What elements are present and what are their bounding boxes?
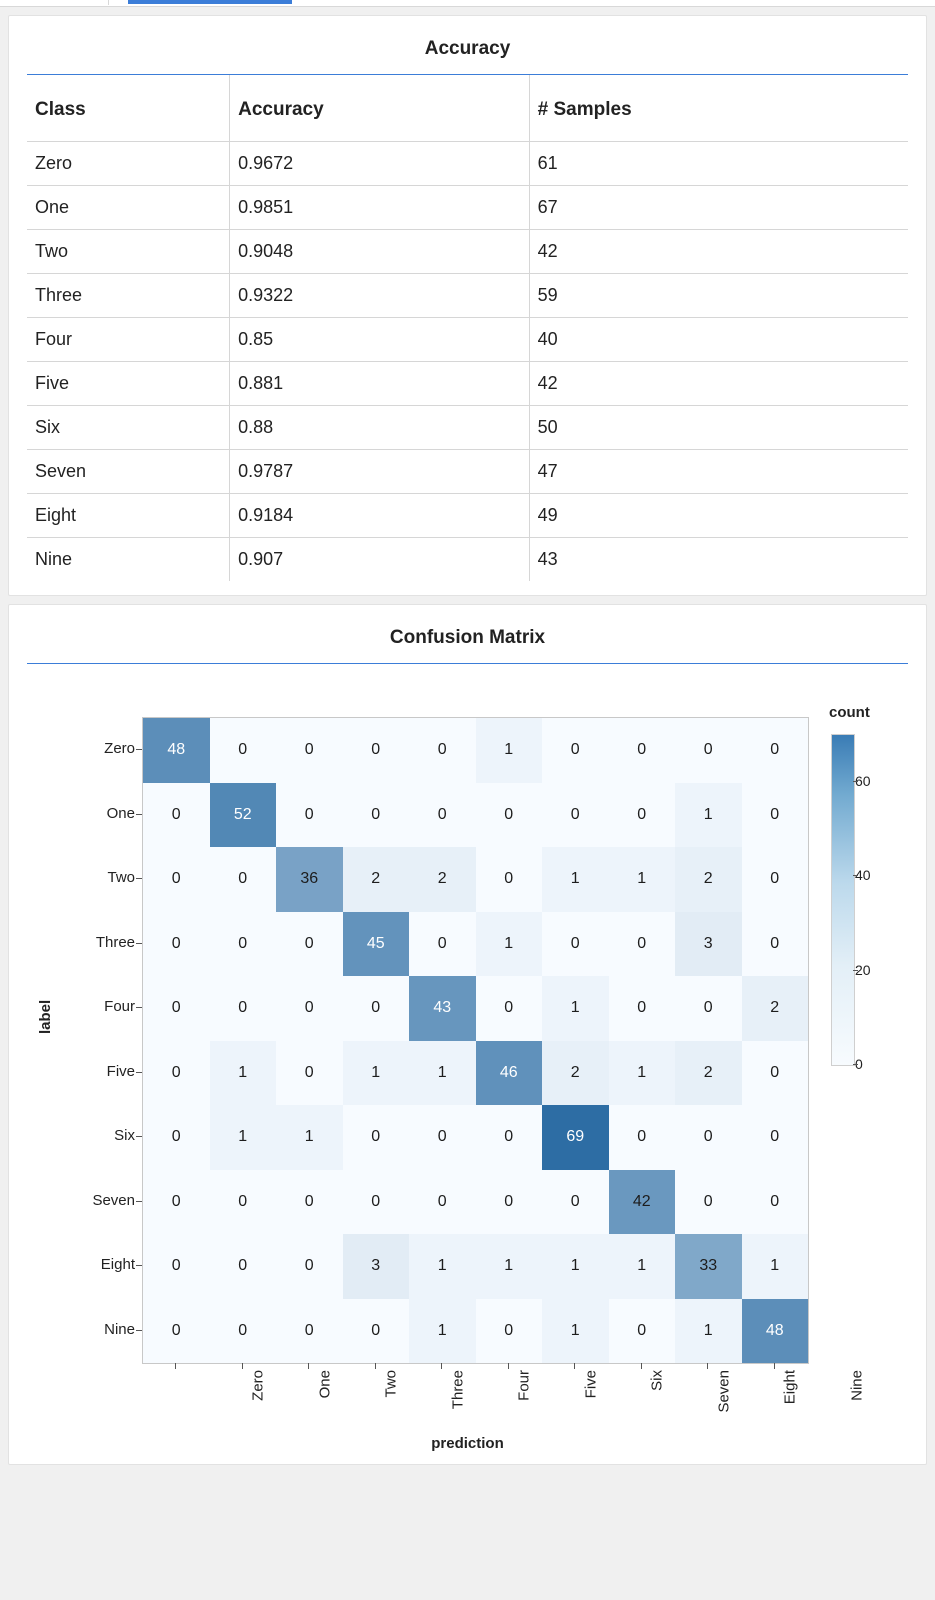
heatmap-cell: 2 [675, 1041, 742, 1106]
table-row [27, 142, 908, 186]
y-tick-label: Nine [104, 1320, 135, 1338]
cell-class: Seven [27, 450, 230, 494]
heatmap-cell: 3 [343, 1234, 410, 1299]
heatmap-cell: 0 [210, 976, 277, 1041]
axis-label-y: label [37, 999, 54, 1034]
tab-strip [0, 0, 935, 7]
heatmap-cell: 0 [210, 912, 277, 977]
heatmap-cell: 0 [276, 1170, 343, 1235]
heatmap-cell: 1 [675, 783, 742, 848]
heatmap-cell: 0 [542, 718, 609, 783]
heatmap-cell: 0 [210, 1234, 277, 1299]
heatmap-cell: 0 [276, 1299, 343, 1364]
y-tick-mark [136, 943, 142, 944]
cell-samples: 59 [529, 274, 908, 318]
heatmap-cell: 0 [542, 1170, 609, 1235]
table-row [27, 406, 908, 450]
table-row [27, 318, 908, 362]
heatmap-cell: 0 [143, 783, 210, 848]
confusion-matrix-title: Confusion Matrix [389, 627, 546, 648]
heatmap-cell: 1 [542, 1234, 609, 1299]
x-tick-mark [441, 1363, 442, 1369]
heatmap-cell: 48 [742, 1299, 809, 1364]
x-tick-label: Zero [249, 1370, 267, 1401]
x-tick-label: One [316, 1370, 334, 1399]
table-row [27, 362, 908, 406]
y-tick-mark [136, 1007, 142, 1008]
heatmap-cell: 0 [609, 912, 676, 977]
heatmap-cell: 2 [742, 976, 809, 1041]
cell-accuracy: 0.907 [230, 538, 530, 582]
confusion-matrix-plot [9, 664, 926, 1464]
legend [829, 704, 929, 1072]
y-tick-mark [136, 1136, 142, 1137]
heatmap-cell: 0 [276, 1041, 343, 1106]
tab-inactive[interactable] [0, 0, 109, 5]
heatmap-cell: 1 [609, 1234, 676, 1299]
heatmap-cell: 0 [409, 1105, 476, 1170]
x-tick-mark [375, 1363, 376, 1369]
x-tick-mark [242, 1363, 243, 1369]
cell-accuracy: 0.9787 [230, 450, 530, 494]
heatmap-cell: 0 [409, 718, 476, 783]
x-tick-label: Two [382, 1370, 400, 1398]
y-tick-mark [136, 814, 142, 815]
column-header-class: Class [27, 75, 230, 142]
heatmap-cell: 0 [143, 1105, 210, 1170]
heatmap-cell: 0 [742, 718, 809, 783]
cell-class: Eight [27, 494, 230, 538]
heatmap-cell: 1 [276, 1105, 343, 1170]
column-header-samples: # Samples [529, 75, 908, 142]
heatmap-cell: 43 [409, 976, 476, 1041]
table-header-row [27, 75, 908, 142]
cell-accuracy: 0.881 [230, 362, 530, 406]
heatmap-cell: 45 [343, 912, 410, 977]
heatmap-cell: 0 [476, 1170, 543, 1235]
accuracy-table [27, 75, 908, 581]
y-tick-mark [136, 1265, 142, 1266]
cell-accuracy: 0.9322 [230, 274, 530, 318]
heatmap-cell: 0 [143, 976, 210, 1041]
heatmap-cell: 0 [409, 912, 476, 977]
heatmap-cell: 2 [542, 1041, 609, 1106]
y-tick-mark [136, 878, 142, 879]
heatmap-cell: 0 [276, 718, 343, 783]
heatmap-cell: 0 [143, 1041, 210, 1106]
heatmap-cell: 0 [276, 783, 343, 848]
y-tick-mark [136, 1201, 142, 1202]
heatmap-cell: 1 [409, 1234, 476, 1299]
cell-samples: 43 [537, 549, 558, 569]
y-tick-label: One [106, 804, 135, 822]
heatmap-cell: 0 [742, 1041, 809, 1106]
y-tick-label: Four [104, 998, 135, 1015]
heatmap-cell: 0 [476, 1105, 543, 1170]
heatmap-cell: 0 [143, 1299, 210, 1364]
x-tick-mark [574, 1363, 575, 1369]
heatmap-cell: 1 [542, 847, 609, 912]
heatmap-cell: 0 [742, 847, 809, 912]
cell-samples: 67 [529, 186, 908, 230]
heatmap-cell: 0 [143, 912, 210, 977]
heatmap-cell: 1 [210, 1041, 277, 1106]
y-tick-label: Three [95, 933, 135, 951]
table-row [27, 450, 908, 494]
cell-accuracy: 0.88 [230, 406, 530, 450]
legend-tick-label: 20 [855, 961, 871, 978]
heatmap-cell: 0 [343, 1170, 410, 1235]
table-row [27, 186, 908, 230]
cell-accuracy: 0.9184 [230, 494, 530, 538]
x-tick-label: Six [648, 1370, 666, 1391]
accuracy-title: Accuracy [424, 38, 511, 59]
cell-class: Five [27, 362, 230, 406]
cell-accuracy: 0.9048 [230, 230, 530, 274]
cell-class: Three [27, 274, 230, 318]
legend-title: count [829, 704, 870, 721]
heatmap-cell: 0 [609, 976, 676, 1041]
heatmap-cell: 0 [476, 783, 543, 848]
y-tick-mark [136, 749, 142, 750]
heatmap-cell: 0 [476, 976, 543, 1041]
heatmap-cell: 0 [609, 1105, 676, 1170]
x-tick-label: Nine [848, 1370, 866, 1401]
accuracy-card [8, 15, 927, 596]
heatmap-cell: 0 [343, 976, 410, 1041]
heatmap-cell: 0 [143, 1234, 210, 1299]
heatmap-cell: 46 [476, 1041, 543, 1106]
cell-class: Four [27, 318, 230, 362]
cell-accuracy: 0.9851 [230, 186, 530, 230]
cell-class: Two [27, 230, 230, 274]
heatmap-cell: 1 [476, 718, 543, 783]
heatmap-cell: 0 [276, 976, 343, 1041]
y-tick-label: Eight [100, 1256, 135, 1273]
heatmap-cell: 1 [609, 847, 676, 912]
cell-class: Six [27, 406, 230, 450]
heatmap-cell: 0 [742, 1105, 809, 1170]
heatmap-cell: 2 [343, 847, 410, 912]
legend-tick-label: 0 [855, 1056, 863, 1072]
heatmap-cell: 0 [210, 1170, 277, 1235]
column-header-accuracy: Accuracy [230, 75, 530, 142]
table-row [27, 230, 908, 274]
heatmap-grid [142, 717, 809, 1364]
axis-label-x: prediction [431, 1435, 504, 1452]
table-row [27, 538, 908, 582]
heatmap-cell: 0 [609, 718, 676, 783]
heatmap-cell: 1 [609, 1041, 676, 1106]
heatmap-cell: 1 [542, 1299, 609, 1364]
y-tick-label: Zero [104, 740, 135, 757]
heatmap-cell: 1 [476, 1234, 543, 1299]
heatmap-cell: 0 [742, 912, 809, 977]
heatmap-cell: 0 [476, 847, 543, 912]
heatmap-cell: 1 [409, 1299, 476, 1364]
x-tick-mark [707, 1363, 708, 1369]
heatmap-cell: 0 [542, 912, 609, 977]
heatmap-cell: 0 [609, 783, 676, 848]
x-tick-label: Five [582, 1370, 600, 1399]
x-tick-mark [508, 1363, 509, 1369]
heatmap-cell: 36 [276, 847, 343, 912]
cell-samples: 50 [529, 406, 908, 450]
cell-samples: 42 [529, 230, 908, 274]
heatmap-cell: 42 [609, 1170, 676, 1235]
y-tick-label: Seven [92, 1191, 135, 1209]
cell-samples: 42 [529, 362, 908, 406]
heatmap-cell: 0 [675, 1170, 742, 1235]
heatmap-cell: 69 [542, 1105, 609, 1170]
legend-tick-mark [853, 970, 858, 971]
heatmap-cell: 0 [742, 783, 809, 848]
confusion-matrix-card [8, 604, 927, 1465]
y-tick-label: Two [107, 869, 135, 886]
heatmap-cell: 0 [609, 1299, 676, 1364]
heatmap-cell: 0 [210, 847, 277, 912]
heatmap-cell: 0 [476, 1299, 543, 1364]
heatmap-cell: 0 [675, 718, 742, 783]
heatmap-cell: 0 [276, 912, 343, 977]
heatmap-cell: 52 [210, 783, 277, 848]
cell-samples: 49 [529, 494, 908, 538]
cell-samples: 61 [529, 142, 908, 186]
legend-tick-label: 60 [855, 773, 871, 790]
heatmap-cell: 1 [343, 1041, 410, 1106]
heatmap-cell: 3 [675, 912, 742, 977]
cell-accuracy: 0.9672 [230, 142, 530, 186]
heatmap-cell: 0 [343, 718, 410, 783]
heatmap-cell: 48 [143, 718, 210, 783]
table-row [27, 274, 908, 318]
cell-class: Nine [27, 538, 230, 582]
x-tick-label: Four [515, 1370, 533, 1401]
x-tick-mark [641, 1363, 642, 1369]
y-tick-mark [136, 1330, 142, 1331]
heatmap-cell: 1 [476, 912, 543, 977]
heatmap-cell: 0 [343, 1299, 410, 1364]
cell-samples: 47 [529, 450, 908, 494]
heatmap-cell: 0 [675, 1105, 742, 1170]
cell-samples: 40 [529, 318, 908, 362]
heatmap-cell: 2 [409, 847, 476, 912]
x-tick-label: Three [449, 1370, 467, 1410]
heatmap-cell: 0 [542, 783, 609, 848]
y-tick-label: Six [114, 1127, 135, 1144]
heatmap-cell: 1 [742, 1234, 809, 1299]
heatmap-cell: 1 [210, 1105, 277, 1170]
legend-tick-label: 40 [855, 867, 871, 884]
heatmap-cell: 0 [343, 1105, 410, 1170]
x-tick-mark [308, 1363, 309, 1369]
tab-active[interactable] [128, 0, 292, 4]
heatmap-cell: 2 [675, 847, 742, 912]
heatmap-cell: 0 [675, 976, 742, 1041]
heatmap-cell: 0 [742, 1170, 809, 1235]
heatmap-cell: 0 [409, 783, 476, 848]
table-row [27, 494, 908, 538]
x-tick-mark [774, 1363, 775, 1369]
y-tick-mark [136, 1072, 142, 1073]
cell-class: One [27, 186, 230, 230]
heatmap-cell: 0 [143, 1170, 210, 1235]
heatmap-cell: 0 [276, 1234, 343, 1299]
accuracy-table-wrap [9, 75, 926, 595]
cell-class: Zero [27, 142, 230, 186]
legend-tick-mark [853, 781, 858, 782]
heatmap-cell: 1 [542, 976, 609, 1041]
heatmap-cell: 0 [409, 1170, 476, 1235]
x-tick-label: Seven [715, 1370, 733, 1413]
heatmap-cell: 1 [409, 1041, 476, 1106]
cell-accuracy: 0.85 [230, 318, 530, 362]
legend-gradient-bar [831, 734, 855, 1066]
heatmap-cell: 0 [210, 1299, 277, 1364]
legend-tick-mark [853, 1064, 858, 1065]
x-tick-mark [175, 1363, 176, 1369]
x-tick-label: Eight [781, 1370, 799, 1405]
heatmap-cell: 0 [143, 847, 210, 912]
heatmap-cell: 1 [675, 1299, 742, 1364]
heatmap-cell: 33 [675, 1234, 742, 1299]
legend-tick-mark [853, 875, 858, 876]
heatmap-cell: 0 [343, 783, 410, 848]
heatmap-cell: 0 [210, 718, 277, 783]
y-tick-label: Five [106, 1062, 135, 1080]
